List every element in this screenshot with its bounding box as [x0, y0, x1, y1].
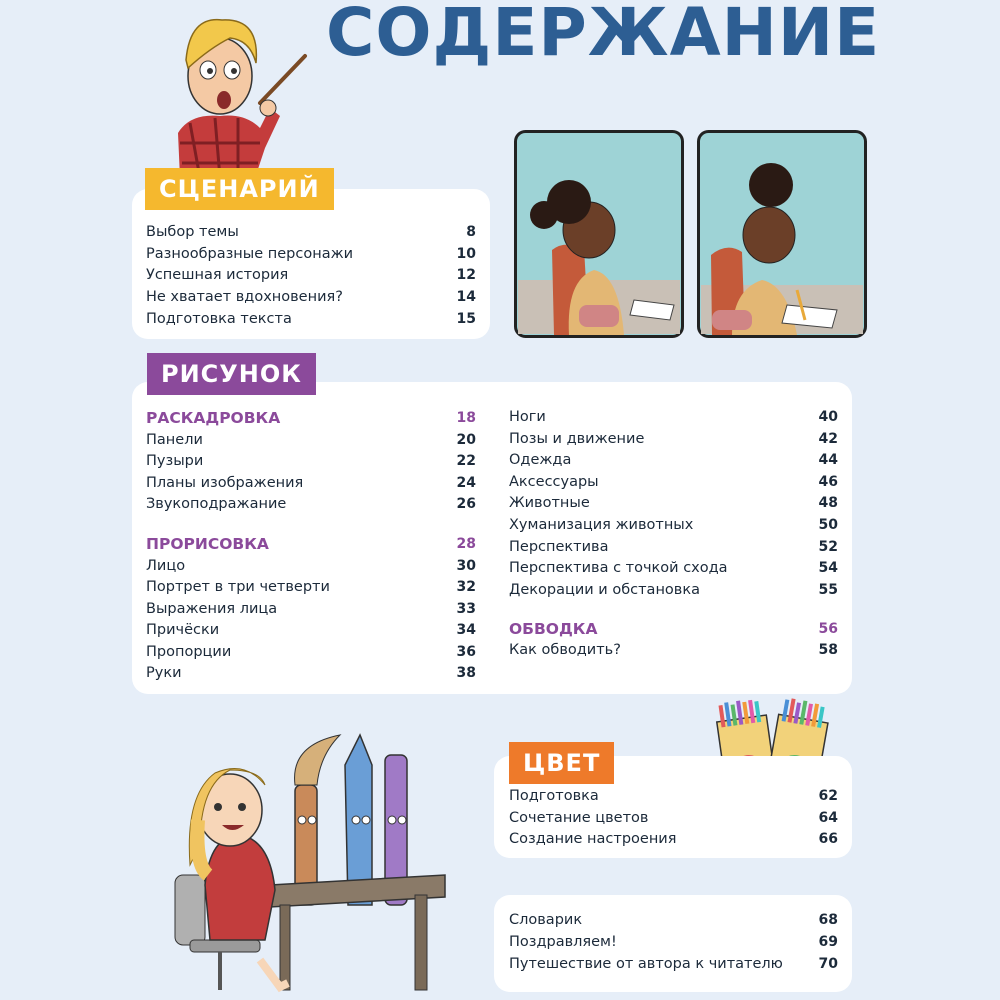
boy-teacher-illustration: [160, 8, 310, 178]
toc-entry[interactable]: [509, 429, 838, 449]
girl-drawing-illustration: [160, 725, 450, 995]
entry-page: 54: [818, 560, 838, 576]
toc-entry[interactable]: [509, 932, 838, 952]
section-page: 56: [818, 621, 838, 637]
entry-page: 15: [456, 311, 476, 327]
toc-entry[interactable]: [509, 450, 838, 470]
toc-entry[interactable]: [509, 537, 838, 557]
entry-label: Сочетание цветов: [509, 810, 649, 826]
entry-label: Животные: [509, 495, 590, 511]
toc-entry[interactable]: [509, 493, 838, 513]
toc-entry[interactable]: [146, 287, 476, 307]
entry-label: Перспектива: [509, 539, 609, 555]
section-page: 18: [456, 410, 476, 426]
comic-panel-thinking: [514, 130, 684, 338]
entry-page: 52: [818, 539, 838, 555]
toc-entry[interactable]: [146, 494, 476, 514]
drawing-tag: РИСУНОК: [147, 353, 316, 395]
entry-page: 40: [818, 409, 838, 425]
entry-label: Ноги: [509, 409, 546, 425]
entry-page: 64: [818, 810, 838, 826]
entry-label: Словарик: [509, 912, 583, 928]
entry-page: 66: [818, 831, 838, 847]
section-heading[interactable]: [146, 408, 476, 428]
toc-entry[interactable]: [146, 222, 476, 242]
entry-page: 44: [818, 452, 838, 468]
toc-entry[interactable]: [509, 407, 838, 427]
toc-entry[interactable]: [146, 451, 476, 471]
entry-label: Руки: [146, 665, 182, 681]
entry-label: Подготовка текста: [146, 311, 292, 327]
toc-entry[interactable]: [146, 265, 476, 285]
entry-label: Панели: [146, 432, 203, 448]
toc-entry[interactable]: [146, 430, 476, 450]
entry-label: Разнообразные персонажи: [146, 246, 354, 262]
toc-entry[interactable]: [509, 640, 838, 660]
toc-entry[interactable]: [146, 309, 476, 329]
scenario-tag: СЦЕНАРИЙ: [145, 168, 334, 210]
entry-page: 69: [818, 934, 838, 950]
entry-page: 50: [818, 517, 838, 533]
entry-page: 26: [456, 496, 476, 512]
entry-page: 62: [818, 788, 838, 804]
entry-label: Позы и движение: [509, 431, 645, 447]
entry-label: Звукоподражание: [146, 496, 287, 512]
entry-label: Пузыри: [146, 453, 204, 469]
entry-label: Планы изображения: [146, 475, 304, 491]
entry-label: Одежда: [509, 452, 572, 468]
entry-label: Декорации и обстановка: [509, 582, 700, 598]
entry-page: 32: [456, 579, 476, 595]
toc-entry[interactable]: [146, 599, 476, 619]
toc-entry[interactable]: [509, 515, 838, 535]
entry-page: 22: [456, 453, 476, 469]
entry-label: Не хватает вдохновения?: [146, 289, 343, 305]
entry-page: 30: [456, 558, 476, 574]
section-page: 28: [456, 536, 476, 552]
section-label: РАСКАДРОВКА: [146, 409, 281, 427]
entry-label: Портрет в три четверти: [146, 579, 330, 595]
section-heading[interactable]: [146, 534, 476, 554]
entry-page: 42: [818, 431, 838, 447]
toc-entry[interactable]: [146, 642, 476, 662]
toc-entry[interactable]: [146, 663, 476, 683]
comic-panel-writing: [697, 130, 867, 338]
entry-page: 55: [818, 582, 838, 598]
toc-entry[interactable]: [146, 620, 476, 640]
entry-page: 70: [818, 956, 838, 972]
entry-page: 24: [456, 475, 476, 491]
entry-label: Пропорции: [146, 644, 232, 660]
entry-page: 20: [456, 432, 476, 448]
toc-entry[interactable]: [509, 580, 838, 600]
section-label: ПРОРИСОВКА: [146, 535, 269, 553]
section-heading[interactable]: [509, 619, 838, 639]
entry-label: Создание настроения: [509, 831, 677, 847]
entry-page: 36: [456, 644, 476, 660]
entry-page: 48: [818, 495, 838, 511]
entry-page: 46: [818, 474, 838, 490]
entry-label: Как обводить?: [509, 642, 621, 658]
entry-page: 8: [466, 224, 476, 240]
entry-label: Хуманизация животных: [509, 517, 694, 533]
entry-label: Подготовка: [509, 788, 599, 804]
toc-entry[interactable]: [509, 786, 838, 806]
toc-entry[interactable]: [509, 558, 838, 578]
toc-entry[interactable]: [509, 954, 838, 974]
entry-label: Успешная история: [146, 267, 289, 283]
entry-label: Путешествие от автора к читателю: [509, 956, 783, 972]
section-label: ОБВОДКА: [509, 620, 598, 638]
toc-entry[interactable]: [146, 473, 476, 493]
toc-entry[interactable]: [146, 577, 476, 597]
toc-entry[interactable]: [509, 808, 838, 828]
entry-page: 10: [456, 246, 476, 262]
toc-entry[interactable]: [509, 472, 838, 492]
entry-label: Перспектива с точкой схода: [509, 560, 728, 576]
entry-page: 34: [456, 622, 476, 638]
entry-page: 58: [818, 642, 838, 658]
page-title: СОДЕРЖАНИЕ: [326, 0, 881, 71]
toc-entry[interactable]: [509, 829, 838, 849]
entry-label: Лицо: [146, 558, 186, 574]
entry-page: 68: [818, 912, 838, 928]
entry-page: 33: [456, 601, 476, 617]
entry-label: Выражения лица: [146, 601, 278, 617]
toc-entry[interactable]: [146, 244, 476, 264]
entry-label: Выбор темы: [146, 224, 239, 240]
entry-label: Причёски: [146, 622, 220, 638]
entry-label: Аксессуары: [509, 474, 599, 490]
toc-entry[interactable]: [509, 910, 838, 930]
color-tag: ЦВЕТ: [509, 742, 614, 784]
entry-label: Поздравляем!: [509, 934, 617, 950]
entry-page: 12: [456, 267, 476, 283]
entry-page: 38: [456, 665, 476, 681]
entry-page: 14: [456, 289, 476, 305]
toc-entry[interactable]: [146, 556, 476, 576]
